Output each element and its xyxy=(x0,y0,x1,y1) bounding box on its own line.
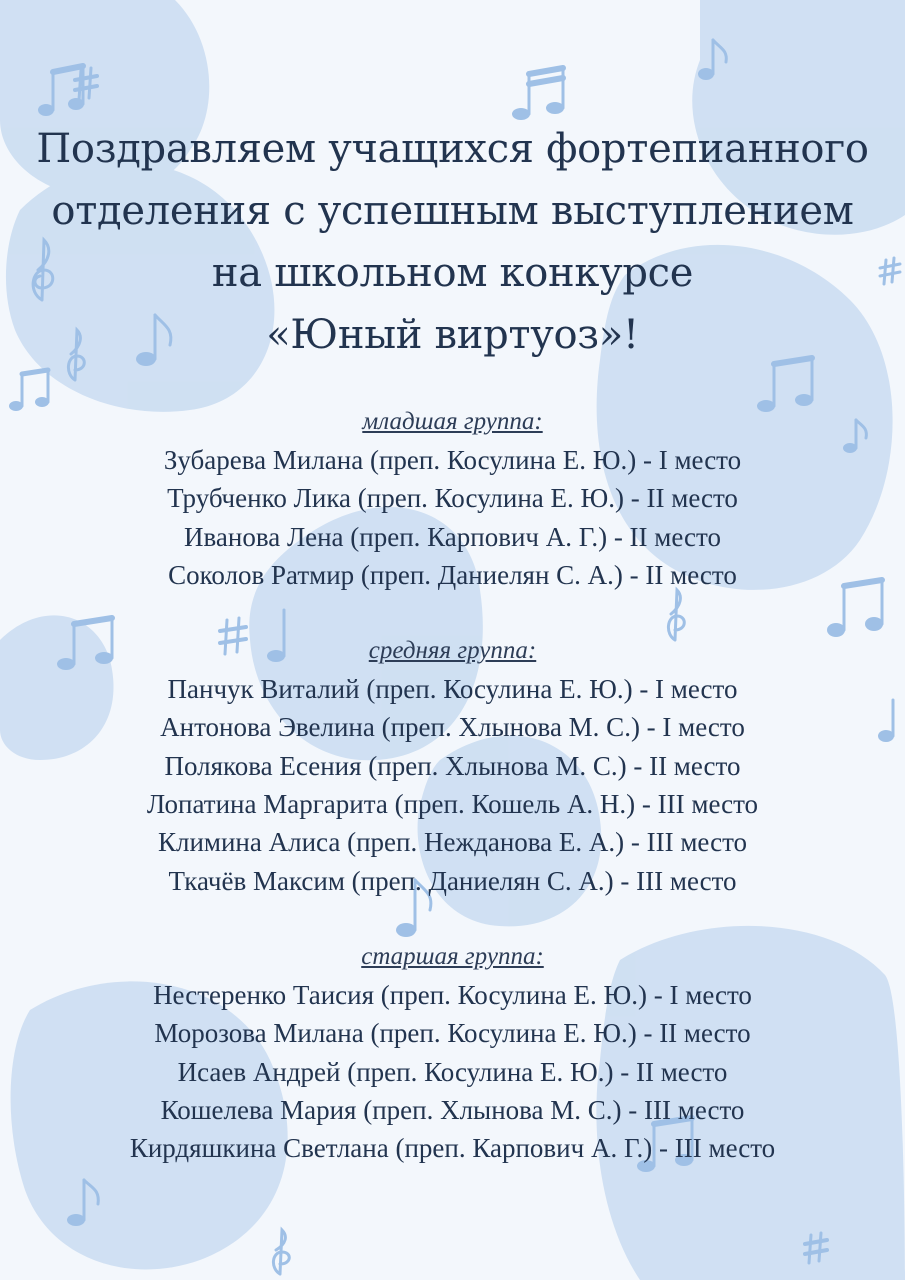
junior-group xyxy=(0,403,905,594)
winner-entry: Трубченко Лика (преп. Косулина Е. Ю.) - II место xyxy=(167,483,738,514)
winner-entry: Кирдяшкина Светлана (преп. Карпович А. Г.) - III место xyxy=(129,1133,776,1164)
winner-entry: Лопатина Маргарита (преп. Кошель А. Н.) - III место xyxy=(146,789,759,820)
title-line: «Юный виртуоз»! xyxy=(266,312,639,358)
winner-entry: Климина Алиса (преп. Нежданова Е. А.) - III место xyxy=(157,827,748,858)
group-spacer xyxy=(0,900,905,938)
group-heading: младшая группа: xyxy=(362,408,543,435)
group-heading: старшая группа: xyxy=(361,942,544,970)
group-heading: средняя группа: xyxy=(368,637,537,665)
title-line: отделения с успешным выступлением xyxy=(51,188,854,234)
winner-entry: Кошелева Мария (преп. Хлынова М. С.) - III место xyxy=(160,1094,745,1125)
winner-entry: Нестеренко Таисия (преп. Косулина Е. Ю.) - I место xyxy=(153,979,752,1010)
group-spacer xyxy=(0,594,905,632)
winner-entry: Зубарева Милана (преп. Косулина Е. Ю.) - I место xyxy=(163,445,742,475)
title-line: Поздравляем учащихся фортепианного xyxy=(36,126,869,172)
winner-entry: Исаев Андрей (преп. Косулина Е. Ю.) - II место xyxy=(177,1056,728,1087)
winner-entry: Соколов Ратмир (преп. Даниелян С. А.) - II место xyxy=(168,559,737,590)
winner-entry: Антонова Эвелина (преп. Хлынова М. С.) - I место xyxy=(160,712,745,743)
title-line: на школьном конкурсе xyxy=(211,250,694,296)
winner-entry: Полякова Есения (преп. Хлынова М. С.) - II место xyxy=(164,750,741,781)
winner-entry: Панчук Виталий (преп. Косулина Е. Ю.) - I место xyxy=(167,674,738,705)
senior-group xyxy=(0,938,905,1167)
winner-entry: Ткачёв Максим (преп. Даниелян С. А.) - III место xyxy=(168,865,737,896)
treble-clef-icon xyxy=(273,1230,289,1274)
winner-entry: Морозова Милана (преп. Косулина Е. Ю.) - II место xyxy=(154,1018,751,1049)
page-title xyxy=(0,118,905,366)
winner-entry: Иванова Лена (преп. Карпович А. Г.) - II место xyxy=(184,521,721,552)
middle-group xyxy=(0,632,905,900)
